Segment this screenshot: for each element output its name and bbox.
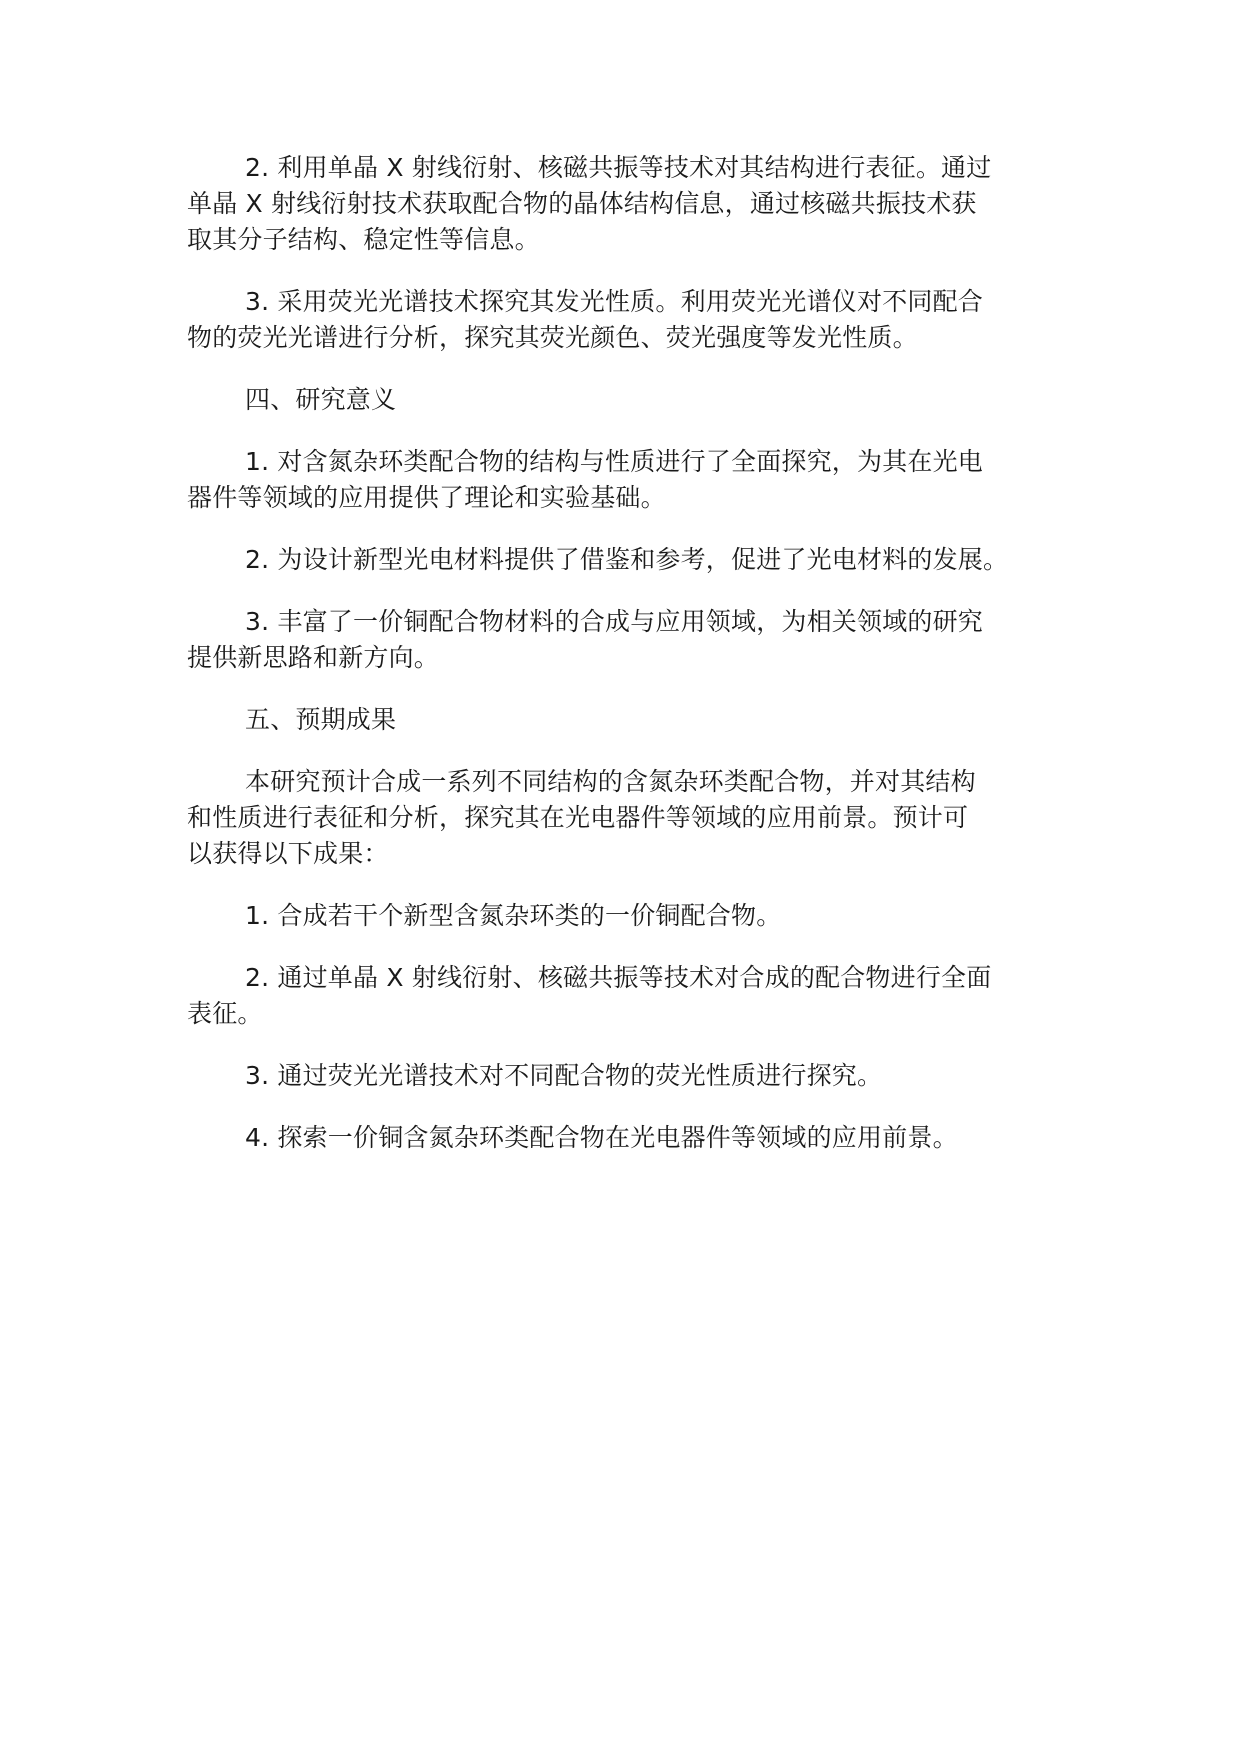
text-line: 取其分子结构、稳定性等信息。 (187, 225, 540, 254)
text-line: 3. 通过荧光光谱技术对不同配合物的荧光性质进行探究。 (245, 1061, 883, 1090)
paragraph-method-2 (187, 150, 1067, 258)
paragraph-result-1 (187, 898, 1067, 934)
section-heading-expected-results (187, 702, 1067, 738)
text-line: 2. 通过单晶 X 射线衍射、核磁共振等技术对合成的配合物进行全面 (245, 963, 992, 992)
text-line: 器件等领域的应用提供了理论和实验基础。 (187, 483, 666, 512)
heading-text: 四、研究意义 (245, 385, 397, 414)
text-line: 和性质进行表征和分析，探究其在光电器件等领域的应用前景。预计可 (187, 803, 969, 832)
text-line: 4. 探索一价铜含氮杂环类配合物在光电器件等领域的应用前景。 (245, 1123, 958, 1152)
text-line: 3. 丰富了一价铜配合物材料的合成与应用领域，为相关领域的研究 (245, 607, 984, 636)
paragraph-result-3 (187, 1058, 1067, 1094)
section-heading-significance (187, 382, 1067, 418)
document-page (187, 150, 1067, 1182)
paragraph-significance-1 (187, 444, 1067, 516)
text-line: 3. 采用荧光光谱技术探究其发光性质。利用荧光光谱仪对不同配合 (245, 287, 984, 316)
text-line: 2. 为设计新型光电材料提供了借鉴和参考，促进了光电材料的发展。 (245, 545, 1009, 574)
text-line: 1. 对含氮杂环类配合物的结构与性质进行了全面探究，为其在光电 (245, 447, 984, 476)
text-line: 单晶 X 射线衍射技术获取配合物的晶体结构信息，通过核磁共振技术获 (187, 189, 977, 218)
paragraph-result-4 (187, 1120, 1067, 1156)
text-line: 1. 合成若干个新型含氮杂环类的一价铜配合物。 (245, 901, 782, 930)
text-line: 2. 利用单晶 X 射线衍射、核磁共振等技术对其结构进行表征。通过 (245, 153, 992, 182)
text-line: 提供新思路和新方向。 (187, 643, 440, 672)
paragraph-significance-3 (187, 604, 1067, 676)
text-line: 以获得以下成果： (187, 839, 389, 868)
paragraph-expected-intro (187, 764, 1067, 872)
text-line: 本研究预计合成一系列不同结构的含氮杂环类配合物，并对其结构 (245, 767, 976, 796)
text-line: 表征。 (187, 999, 263, 1028)
paragraph-result-2 (187, 960, 1067, 1032)
heading-text: 五、预期成果 (245, 705, 397, 734)
paragraph-method-3 (187, 284, 1067, 356)
text-line: 物的荧光光谱进行分析，探究其荧光颜色、荧光强度等发光性质。 (187, 323, 918, 352)
paragraph-significance-2 (187, 542, 1067, 578)
